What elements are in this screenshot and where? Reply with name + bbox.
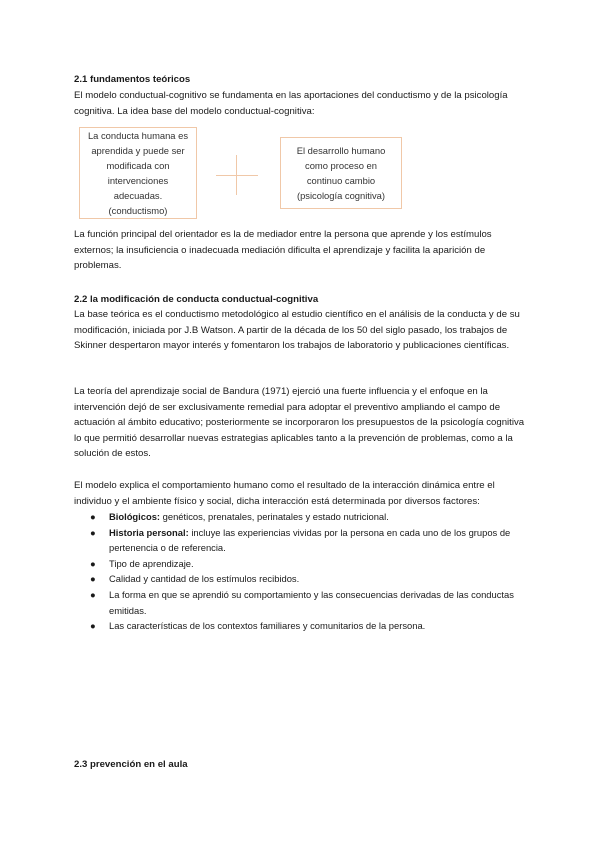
- bullet-icon: ●: [90, 557, 96, 569]
- list-item: [74, 509, 534, 525]
- bullet-icon: ●: [90, 620, 96, 632]
- bullet-icon: ●: [90, 573, 96, 585]
- list-item-text: Las características de los contextos familiares y comunitarios de la persona.: [109, 620, 426, 632]
- list-item: [74, 618, 534, 634]
- bandura-paragraph: La teoría del aprendizaje social de Bandura (1971) ejerció una fuerte influencia y el enfoque en la intervención dejó de ser exclusivamente remedial para adoptar el preventivo ampliando el campo de actuación al ámbito educativo; posteriormente se incorporaron los presupuestos de la psicología cognitiva lo que permitió desarrollar nuevas estrategias aplicables tanto a la prevención de problemas, como a la solución de estos.: [74, 386, 525, 460]
- list-item-text: genéticos, prenatales, perinatales y estado nutricional.: [160, 511, 389, 522]
- section-heading-modificacion: 2.2 la modificación de conducta conductual-cognitiva: [74, 294, 319, 305]
- intro-paragraph: El modelo conductual-cognitivo se fundamenta en las aportaciones del conductismo y de la psicología cognitiva. La idea base del modelo conductual-cognitiva:: [74, 90, 508, 117]
- section-heading-fundamentos: 2.1 fundamentos teóricos: [74, 74, 191, 85]
- list-item-bold: Biológicos:: [109, 511, 161, 522]
- box-left-line: (conductismo): [108, 205, 168, 216]
- list-item: [74, 571, 534, 587]
- box-right-line: El desarrollo humano: [296, 145, 386, 156]
- list-item: [74, 525, 534, 556]
- list-item-text: Calidad y cantidad de los estímulos recibidos.: [109, 573, 300, 585]
- box-left-line: adecuadas.: [113, 190, 163, 201]
- box-right-line: continuo cambio: [306, 175, 376, 186]
- plus-sign-vertical: [236, 155, 237, 195]
- list-item-bold: Historia personal:: [109, 526, 189, 538]
- box-left-line: La conducta humana es: [87, 130, 189, 141]
- list-item: [74, 556, 534, 572]
- list-item-text: incluye las experiencias vividas por la persona en cada uno de los grupos de pertenencia o de referencia.: [109, 526, 511, 554]
- bullet-icon: ●: [90, 511, 96, 522]
- box-left-line: intervenciones: [107, 175, 169, 186]
- box-left-line: aprendida y puede ser: [91, 145, 185, 156]
- factores-list: [74, 509, 534, 634]
- box-right-line: como proceso en: [305, 160, 377, 171]
- section-heading-prevencion: 2.3 prevención en el aula: [74, 759, 188, 770]
- list-item-text: Tipo de aprendizaje.: [109, 557, 194, 569]
- base-teorica-paragraph: La base teórica es el conductismo metodológico al estudio científico en el análisis de la conducta y de su modificación, iniciada por J.B Watson. A partir de la década de los 50 del siglo pasado, los trabajos de Skinner despertaron mayor interés y fomentaron los trabajos de laboratorio y publicaciones científicas.: [74, 309, 520, 352]
- psicologia-cognitiva-box: [280, 137, 402, 209]
- list-item-text: La forma en que se aprendió su comportamiento y las consecuencias derivadas de las conductas emitidas.: [109, 588, 514, 616]
- box-left-line: modificada con: [106, 160, 170, 171]
- plus-sign-horizontal: [216, 175, 258, 176]
- conductismo-box: [79, 127, 197, 219]
- list-item: [74, 587, 534, 618]
- bullet-icon: ●: [90, 526, 96, 538]
- modelo-paragraph: El modelo explica el comportamiento humano como el resultado de la interacción dinámica entre el individuo y el ambiente físico y social, dicha interacción está determinada por diversos factores:: [74, 480, 495, 507]
- box-right-line: (psicología cognitiva): [296, 190, 386, 201]
- orientador-paragraph: La función principal del orientador es la de mediador entre la persona que aprende y los estímulos externos; la insuficiencia o inadecuada mediación dificulta el aprendizaje y facilita la aparición de problemas.: [74, 229, 492, 272]
- bullet-icon: ●: [90, 588, 96, 600]
